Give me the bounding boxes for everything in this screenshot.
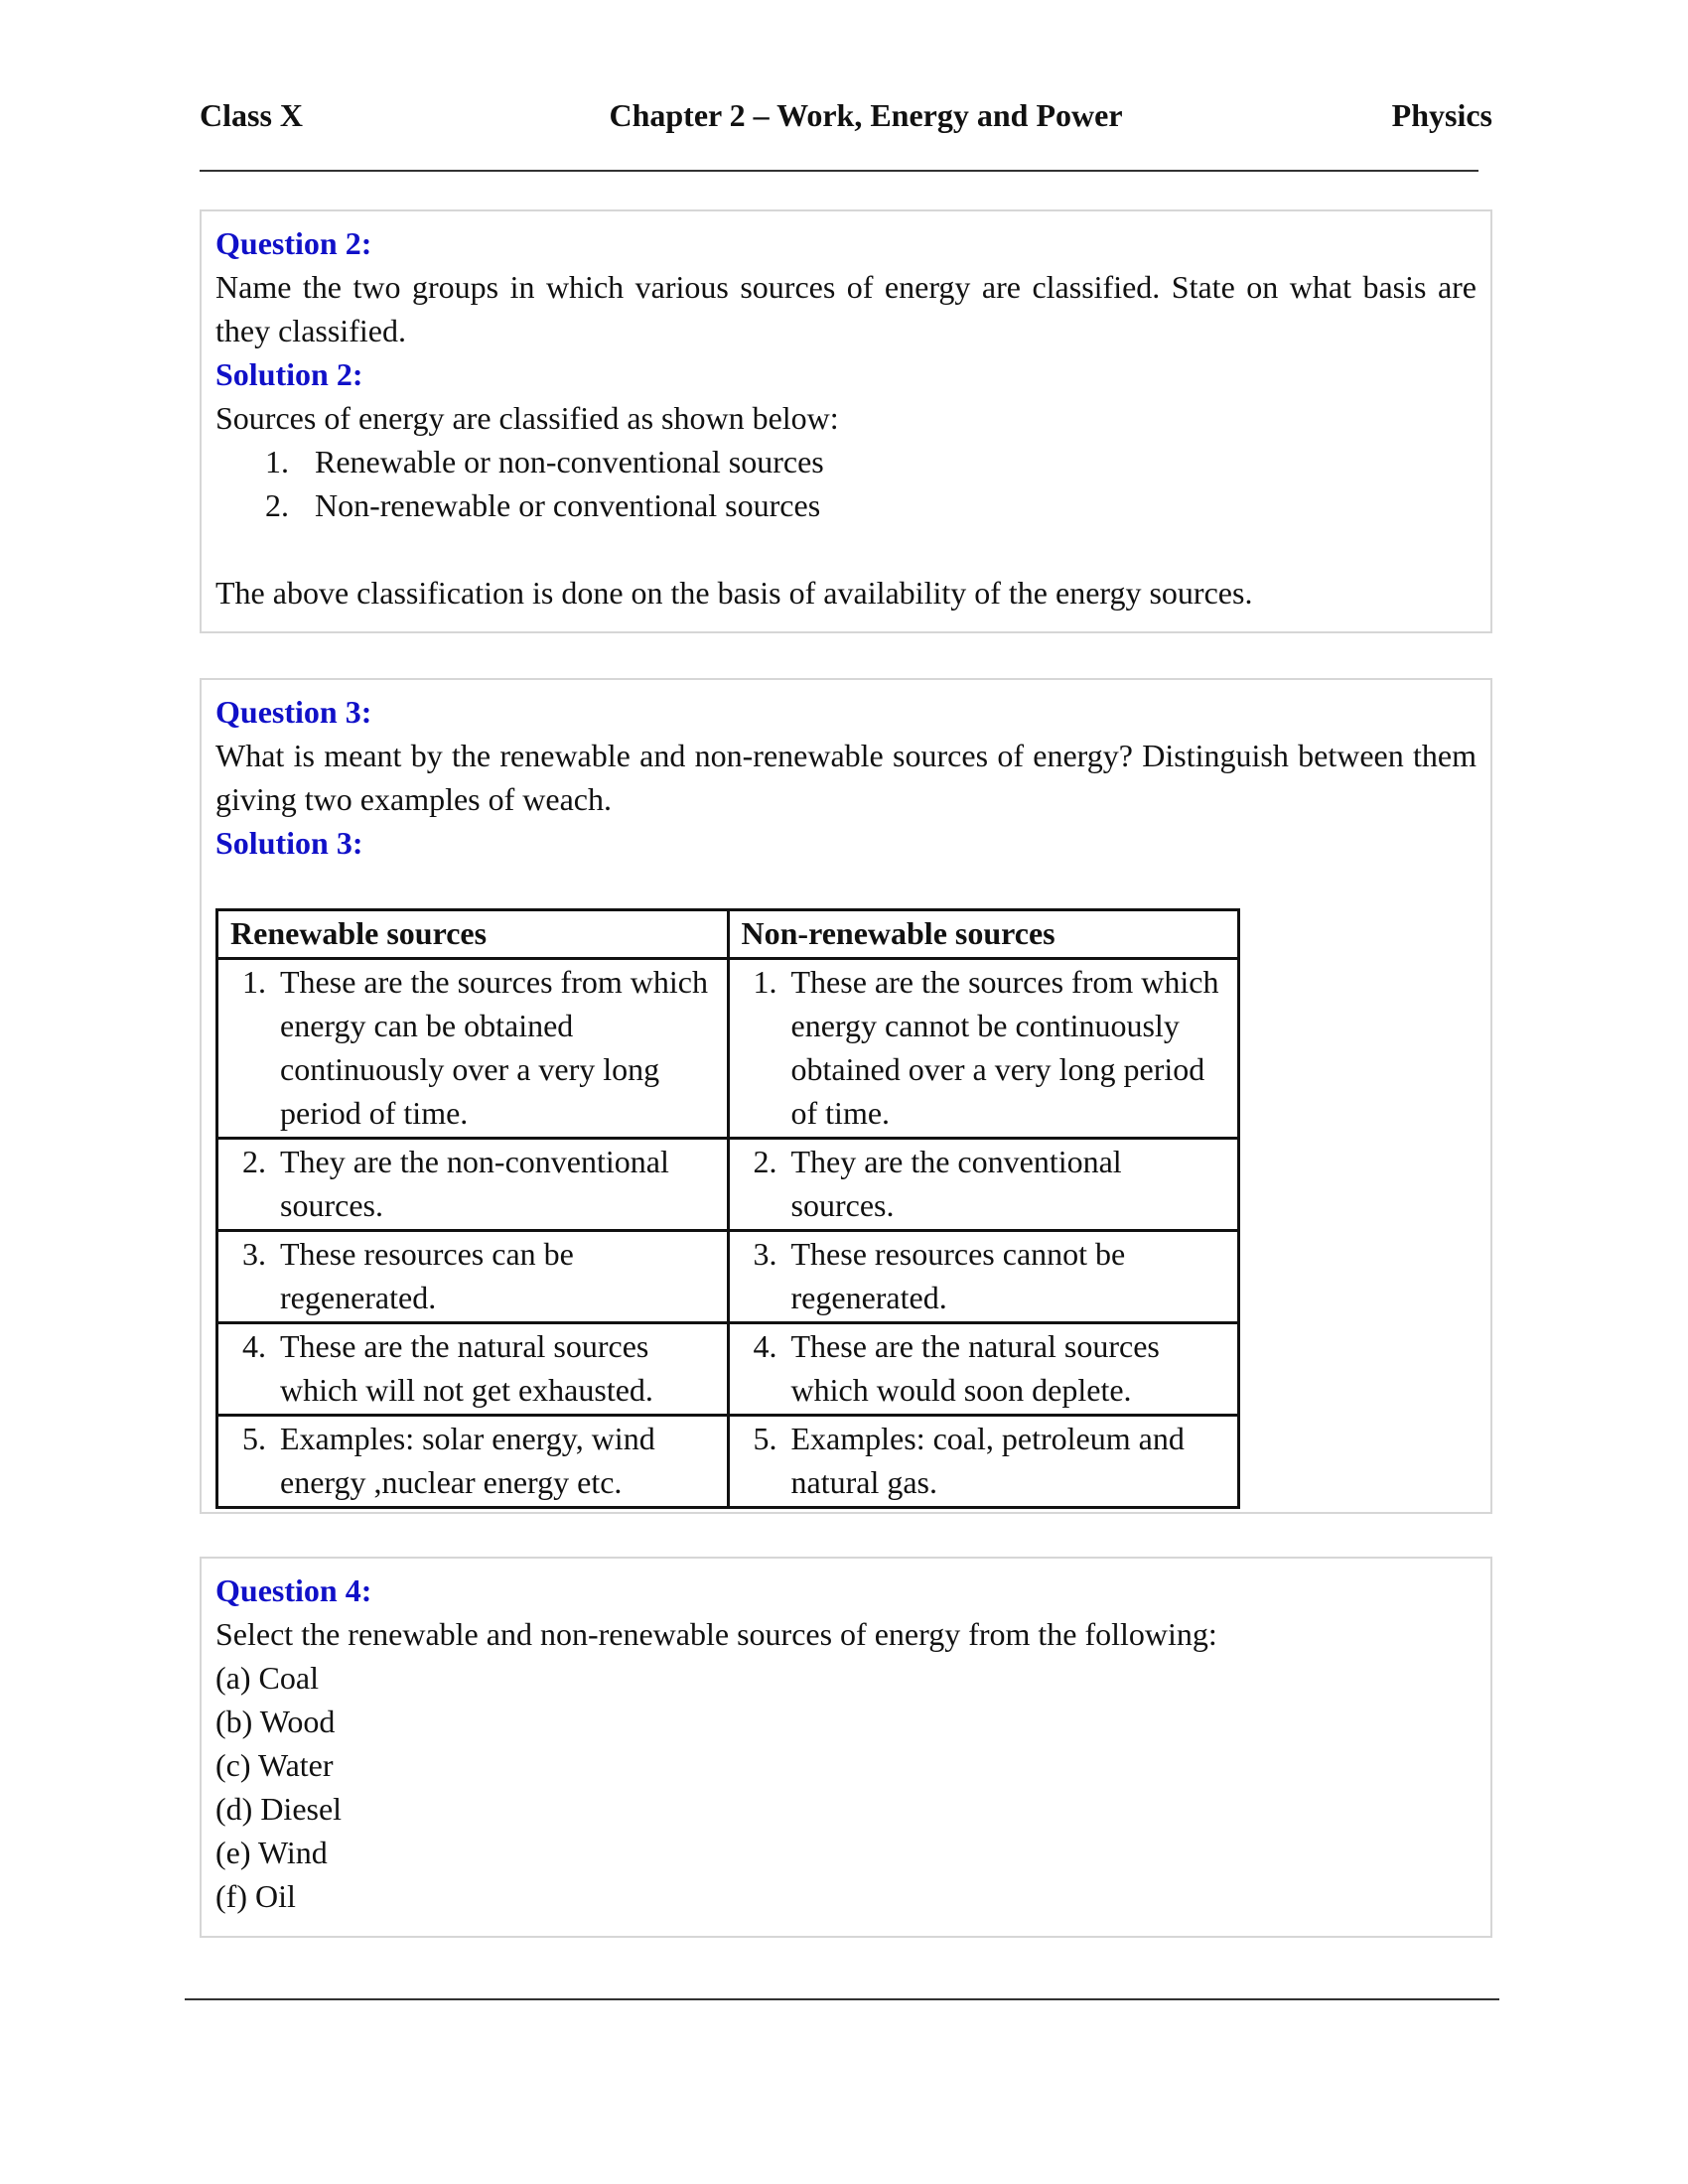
subject-label: Physics bbox=[1391, 97, 1492, 133]
cell-number: 4. bbox=[242, 1328, 266, 1364]
table-cell-non-renewable bbox=[728, 1323, 1239, 1416]
chapter-title: Chapter 2 – Work, Energy and Power bbox=[609, 97, 1123, 133]
option-item: (f) Oil bbox=[215, 1878, 296, 1914]
question-3-box bbox=[200, 678, 1492, 1514]
cell-text: These are the sources from which energy cannot be continuously obtained over a very long period of time. bbox=[790, 964, 1219, 1131]
table-header-row bbox=[217, 910, 1239, 959]
table-row bbox=[217, 1323, 1239, 1416]
table-cell-renewable bbox=[217, 959, 729, 1139]
question-4-label: Question 4: bbox=[215, 1572, 372, 1608]
option-item: (a) Coal bbox=[215, 1660, 319, 1696]
table-row bbox=[217, 1416, 1239, 1508]
question-2-box bbox=[200, 209, 1492, 633]
cell-text: These resources cannot be regenerated. bbox=[790, 1236, 1126, 1315]
cell-text: These are the natural sources which will not get exhausted. bbox=[280, 1328, 653, 1408]
option-item: (e) Wind bbox=[215, 1835, 328, 1870]
energy-classification-list bbox=[215, 440, 1477, 527]
cell-number: 3. bbox=[753, 1236, 777, 1272]
footer-divider bbox=[185, 1998, 1499, 2000]
solution-3-label: Solution 3: bbox=[215, 825, 363, 861]
question-2-text: Name the two groups in which various sources of energy are classified. State on what basis are they classified. bbox=[215, 269, 1477, 348]
cell-text: These resources can be regenerated. bbox=[280, 1236, 574, 1315]
class-label: Class X bbox=[200, 97, 304, 133]
cell-text: These are the natural sources which would soon deplete. bbox=[790, 1328, 1160, 1408]
table-cell-non-renewable bbox=[728, 1139, 1239, 1231]
cell-number: 2. bbox=[753, 1144, 777, 1179]
spacer bbox=[215, 527, 1477, 571]
table-cell-non-renewable bbox=[728, 959, 1239, 1139]
table-row bbox=[217, 959, 1239, 1139]
table-row bbox=[217, 1139, 1239, 1231]
cell-number: 1. bbox=[753, 964, 777, 1000]
question-4-box bbox=[200, 1557, 1492, 1938]
option-item: (c) Water bbox=[215, 1747, 334, 1783]
cell-text: They are the conventional sources. bbox=[790, 1144, 1122, 1223]
solution-2-conclusion: The above classification is done on the basis of availability of the energy sources. bbox=[215, 575, 1253, 611]
table-cell-non-renewable bbox=[728, 1416, 1239, 1508]
table-cell-renewable bbox=[217, 1416, 729, 1508]
list-item bbox=[215, 440, 1477, 483]
solution-2-label: Solution 2: bbox=[215, 356, 363, 392]
option-item: (b) Wood bbox=[215, 1704, 336, 1739]
list-item bbox=[215, 483, 1477, 527]
cell-text: They are the non-conventional sources. bbox=[280, 1144, 669, 1223]
cell-number: 5. bbox=[242, 1421, 266, 1456]
cell-text: These are the sources from which energy can be obtained continuously over a very long period of time. bbox=[280, 964, 708, 1131]
column-header-renewable: Renewable sources bbox=[217, 910, 729, 959]
cell-number: 3. bbox=[242, 1236, 266, 1272]
solution-2-intro: Sources of energy are classified as shown below: bbox=[215, 400, 839, 436]
cell-text: Examples: solar energy, wind energy ,nuclear energy etc. bbox=[280, 1421, 655, 1500]
table-cell-non-renewable bbox=[728, 1231, 1239, 1323]
table-cell-renewable bbox=[217, 1323, 729, 1416]
cell-number: 4. bbox=[753, 1328, 777, 1364]
list-item-text: Renewable or non-conventional sources bbox=[315, 444, 824, 479]
header-divider bbox=[200, 170, 1478, 172]
comparison-table bbox=[215, 908, 1240, 1509]
question-4-text: Select the renewable and non-renewable sources of energy from the following: bbox=[215, 1616, 1217, 1652]
page-header bbox=[200, 97, 1492, 141]
cell-number: 5. bbox=[753, 1421, 777, 1456]
list-item-text: Non-renewable or conventional sources bbox=[315, 487, 821, 523]
column-header-non-renewable: Non-renewable sources bbox=[728, 910, 1239, 959]
question-3-label: Question 3: bbox=[215, 694, 372, 730]
question-2-label: Question 2: bbox=[215, 225, 372, 261]
table-cell-renewable bbox=[217, 1139, 729, 1231]
table-cell-renewable bbox=[217, 1231, 729, 1323]
cell-number: 2. bbox=[242, 1144, 266, 1179]
cell-text: Examples: coal, petroleum and natural gas. bbox=[790, 1421, 1185, 1500]
question-3-text: What is meant by the renewable and non-renewable sources of energy? Distinguish between them giving two examples of weach. bbox=[215, 738, 1477, 817]
list-item-number: 1. bbox=[265, 444, 289, 479]
list-item-number: 2. bbox=[265, 487, 289, 523]
table-row bbox=[217, 1231, 1239, 1323]
option-item: (d) Diesel bbox=[215, 1791, 343, 1827]
cell-number: 1. bbox=[242, 964, 266, 1000]
